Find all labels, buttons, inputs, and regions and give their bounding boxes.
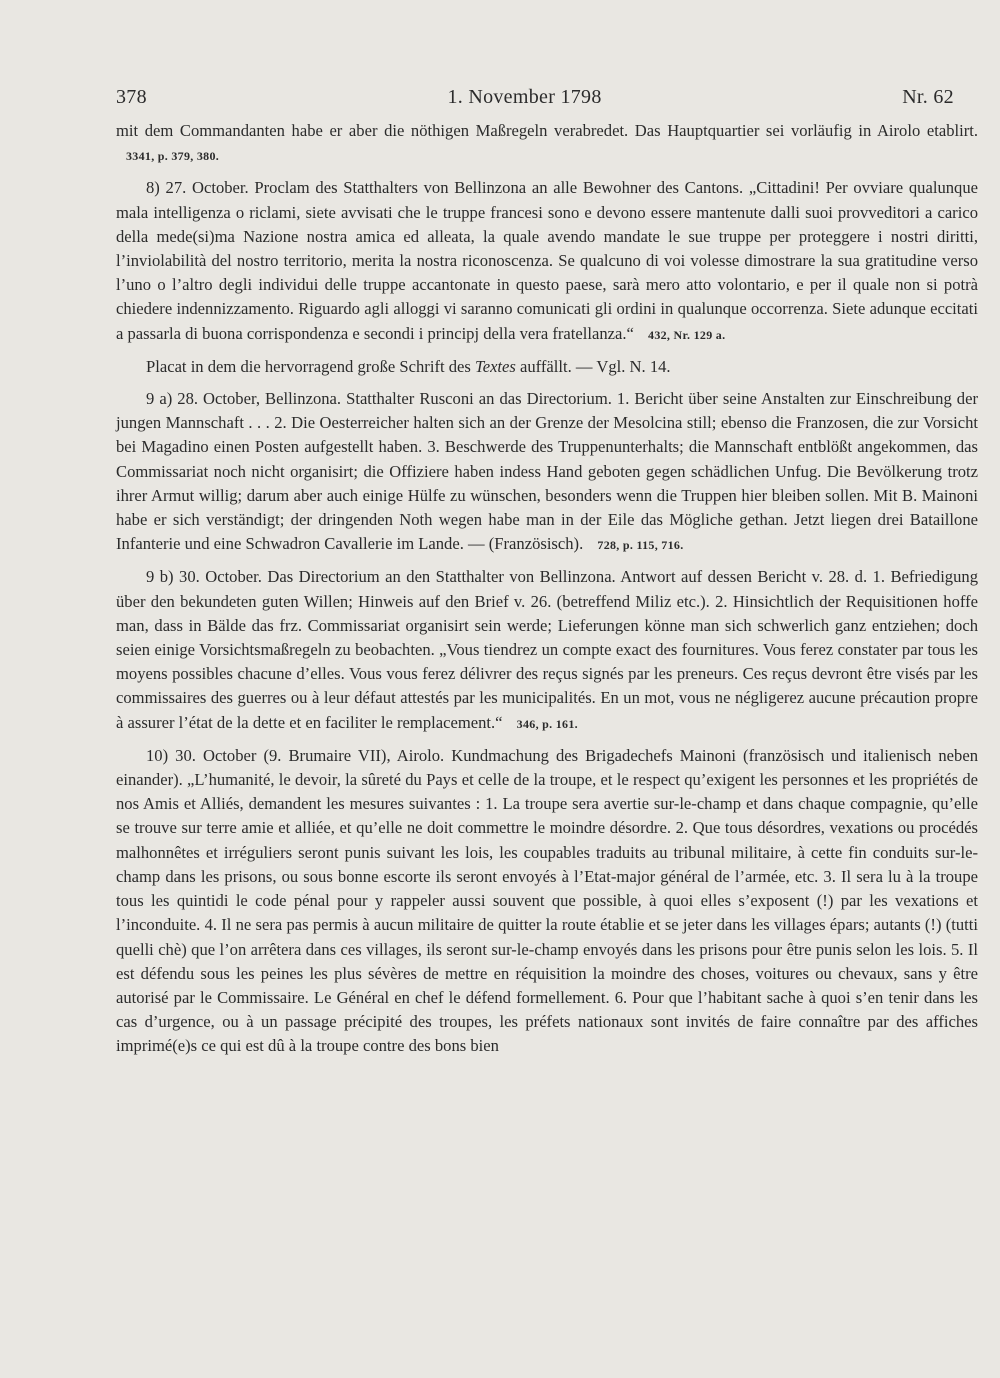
document-number: Nr. 62 (902, 86, 954, 108)
paragraph-continuation (116, 119, 978, 168)
note-text-after: auffällt. — Vgl. N. 14. (515, 356, 671, 376)
archive-reference: 3341, p. 379, 380. (126, 149, 220, 164)
body-text (116, 119, 978, 1059)
paragraph-text: 8) 27. October. Proclam des Statthalters von Bellinzona an alle Bewohner des Cantons. „Cittadini! Per ovviare qualunque mala intelligenza o riclami, siete avvisati che le truppe francesi sono e devono essere mantenute dalli suoi provveditori a carico della mede(si)ma Nazione nostra amica ed alleata, la quale avendo mandate le sue truppe per proteggere i nostri diritti, l’inviolabilità del nostro territorio, merita la nostra riconoscenza. Se qualcuno di voi volesse dimostrare la sua gratitudine verso l’uno o l’altro degli individui delle truppe accantonate in questo paese, sarà mero atto volontario, e per il quale non si potrà chiedere indennizzamento. Riguardo agli alloggi vi saranno comunicati gli ordini in qualunque occorrenza. Siete adunque eccitati a passarla di buona corrispondenza e secondi i principj della vera fratellanza.“ (116, 178, 978, 343)
page-header (116, 86, 954, 109)
paragraph-10 (116, 744, 978, 1059)
paragraph-8 (116, 176, 978, 346)
paragraph-9b (116, 565, 978, 735)
archive-reference: 432, Nr. 129 a. (648, 327, 726, 342)
note-text-before: Placat in dem die hervorragend große Schrift des (146, 356, 475, 376)
archive-reference: 346, p. 161. (516, 716, 578, 731)
paragraph-9a (116, 387, 978, 557)
archive-reference: 728, p. 115, 716. (597, 538, 684, 553)
paragraph-text: 9 b) 30. October. Das Directorium an den Statthalter von Bellinzona. Antwort auf dessen Bericht v. 28. d. 1. Befriedigung über den bekundeten guten Willen; Hinweis auf den Brief v. 26. (betreffend Miliz etc.). 2. Hinsichtlich der Requisitionen hoffe man, dass in Bälde das frz. Commissariat organisirt sein werde; Lieferungen könne man sich schwerlich ganz entziehen; doch seien einige Vorsichtsmaßregeln zu beobachten. „Vous tiendrez un compte exact des fournitures. Vous ferez constater par tous les moyens possibles chacune d’elles. Vous vous ferez délivrer des reçus signés par les preneurs. Ces reçus devront être visés par les commissaires des guerres ou à leur défaut attestés par les municipalités. En un mot, vous ne négligerez aucune précaution propre à assurer l’état de la dette et en faciliter le remplacement.“ (116, 567, 978, 732)
paragraph-text: 10) 30. October (9. Brumaire VII), Airolo. Kundmachung des Brigadechefs Mainoni (französisch und italienisch neben einander). „L’humanité, le devoir, la sûreté du Pays et celle de la troupe, et le respect qu’exigent les personnes et les propriétés de nos Amis et Alliés, demandent les mesures suivantes : 1. La troupe sera avertie sur-le-champ et dans chaque compagnie, qu’elle se trouve sur terre amie et alliée, et qu’elle ne doit commettre le moindre désordre. 2. Que tous désordres, vexations ou procédés malhonnêtes et irréguliers seront punis suivant les lois, les coupables traduits au tribunal militaire, à cette fin conduits sur-le-champ dans les prisons, ou sous bonne escorte ils seront envoyés à l’Etat-major général de l’armée, etc. 3. Il sera lu à la troupe tous les quintidi le code pénal pour y rappeler aussi souvent que possible, à quoi elles s’exposent (!) par les vexations et l’inconduite. 4. Il ne sera pas permis à aucun militaire de quitter la route établie et se jeter dans les villages épars; autants (!) (tutti quelli chè) que l’on arrêtera dans ces villages, ils seront sur-le-champ envoyés dans les prisons pour être punis selon les lois. 5. Il est défendu sous les peines les plus sévères de mettre en réquisition la moindre des choses, voitures ou chevaux, sans y être autorisé par le Commissaire. Le Général en chef le défend formellement. 6. Pour que l’habitant sache à quoi s’en tenir dans les cas d’urgence, ou à un passage précipité des troupes, les préfets nationaux sont invités de faire connaître par des affiches imprimé(e)s ce qui est dû à la troupe contre des bons bien (116, 745, 978, 1056)
note-text-italic: Textes (475, 356, 516, 376)
paragraph-note (116, 355, 978, 379)
header-date: 1. November 1798 (447, 86, 602, 108)
paragraph-text: 9 a) 28. October, Bellinzona. Statthalter Rusconi an das Directorium. 1. Bericht über seine Anstalten zur Einschreibung der jungen Mannschaft . . . 2. Die Oesterreicher halten sich an der Grenze der Mesolcina still; ebenso die Franzosen, die zur Vorsicht bei Magadino einen Posten aufgestellt haben. 3. Beschwerde des Truppenunterhalts; die Mannschaft entblößt angekommen, das Commissariat noch nicht organisirt; die Offiziere haben indess Hand geboten gegen schädlichen Unfug. Die Bevölkerung trotz ihrer Armut willig; darum aber auch einige Hülfe zu wünschen, besonders wenn die Truppen hier bleiben sollen. Mit B. Mainoni habe er sich verständigt; der dringenden Noth wegen habe man in der Eile das Mögliche gethan. Jetzt liegen drei Bataillone Infanterie und eine Schwadron Cavallerie im Lande. — (Französisch). (116, 389, 978, 554)
page-number: 378 (116, 86, 147, 108)
paragraph-text: mit dem Commandanten habe er aber die nöthigen Maßregeln verabredet. Das Hauptquartier sei vorläufig in Airolo etablirt. (116, 121, 978, 140)
